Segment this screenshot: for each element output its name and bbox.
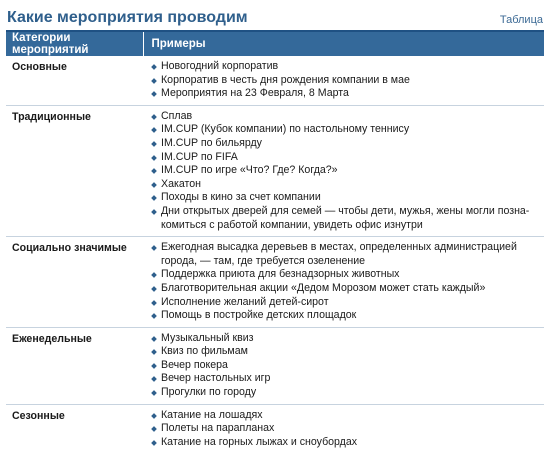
list-item: Квиз по фильмам xyxy=(151,345,544,359)
category-cell: Традиционные xyxy=(6,105,143,236)
examples-list xyxy=(151,332,544,400)
list-item: Катание на лошадях xyxy=(151,409,544,423)
category-cell: Социально значимые xyxy=(6,237,143,328)
table-tag: Таблица xyxy=(499,14,543,26)
examples-list xyxy=(151,241,544,323)
column-header-examples: Примеры xyxy=(143,32,544,56)
list-item: Ежегодная высадка деревьев в местах, определенных администрацией города, — там, где требуется озеленение xyxy=(151,241,544,268)
examples-list xyxy=(151,409,544,450)
list-item: Хакатон xyxy=(151,178,544,192)
list-item: IM.CUP по FIFA xyxy=(151,151,544,165)
list-item: Мероприятия на 23 Февраля, 8 Марта xyxy=(151,87,544,101)
list-item: Катание на горных лыжах и сноубордах xyxy=(151,436,544,450)
list-item: Вечер настольных игр xyxy=(151,372,544,386)
page-title: Какие мероприятия проводим xyxy=(7,9,248,26)
events-table xyxy=(6,32,544,453)
list-item: Исполнение желаний детей-сирот xyxy=(151,296,544,310)
examples-cell xyxy=(143,56,544,105)
list-item: Сплав xyxy=(151,110,544,124)
examples-cell xyxy=(143,105,544,236)
list-item: Дни открытых дверей для семей — чтобы дети, мужья, жены могли позна-комиться с работой компании, увидеть офис изнутри xyxy=(151,205,544,232)
list-item: IM.CUP (Кубок компании) по настольному теннису xyxy=(151,123,544,137)
header xyxy=(6,0,544,30)
category-cell: Сезонные xyxy=(12,409,65,422)
table-row xyxy=(6,56,544,105)
examples-cell xyxy=(143,327,544,404)
list-item: Новогодний корпоратив xyxy=(151,60,544,74)
list-item: IM.CUP по бильярду xyxy=(151,137,544,151)
column-header-category: Категории мероприятий xyxy=(6,32,143,56)
list-item: Музыкальный квиз xyxy=(151,332,544,346)
examples-cell xyxy=(143,237,544,328)
table-row xyxy=(6,327,544,404)
list-item: Вечер покера xyxy=(151,359,544,373)
table-row xyxy=(6,237,544,328)
list-item: Благотворительная акции «Дедом Морозом может стать каждый» xyxy=(151,282,544,296)
table-header-row xyxy=(6,32,544,56)
list-item: Корпоратив в честь дня рождения компании в мае xyxy=(151,74,544,88)
examples-list xyxy=(151,60,544,101)
list-item: Походы в кино за счет компании xyxy=(151,191,544,205)
table-body xyxy=(6,56,544,453)
category-cell: Еженедельные xyxy=(6,327,143,404)
list-item: Поддержка приюта для безнадзорных животных xyxy=(151,268,544,282)
table-row xyxy=(6,404,544,453)
list-item: IM.CUP по игре «Что? Где? Когда?» xyxy=(151,164,544,178)
category-cell: Основные xyxy=(6,56,143,105)
list-item: Полеты на парапланах xyxy=(151,422,544,436)
examples-cell xyxy=(143,404,544,453)
list-item: Прогулки по городу xyxy=(151,386,544,400)
table-row xyxy=(6,105,544,236)
list-item: Помощь в постройке детских площадок xyxy=(151,309,544,323)
examples-list xyxy=(151,110,544,232)
